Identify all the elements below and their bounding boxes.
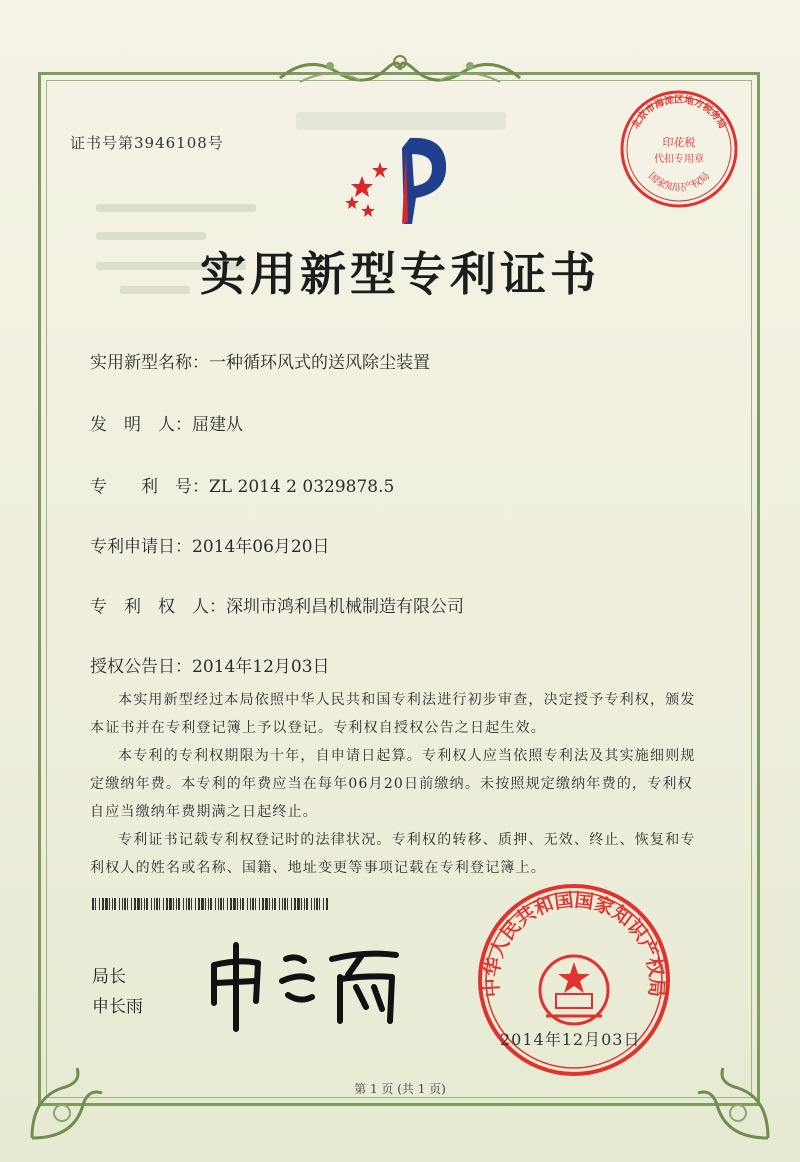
svg-text:中华人民共和国国家知识产权局: 中华人民共和国国家知识产权局 <box>480 889 668 998</box>
field-label: 实用新型名称： <box>90 353 209 373</box>
svg-text:印花税: 印花税 <box>662 136 696 149</box>
tax-stamp-icon <box>618 88 740 210</box>
field-label: 专 利 号： <box>90 477 209 497</box>
body-text <box>90 686 702 882</box>
certificate-number: 证书号第3946108号 <box>70 134 224 152</box>
faint-watermark <box>296 112 506 130</box>
field-value: ZL 2014 2 0329878.5 <box>209 477 395 497</box>
svg-text:北京市海淀区地方税务局: 北京市海淀区地方税务局 <box>630 94 728 131</box>
field-patent-number <box>90 472 394 497</box>
signature-icon <box>200 925 410 1035</box>
director-title: 局长 <box>92 967 126 987</box>
corner-ornament-icon <box>22 1058 112 1148</box>
top-ornament-icon <box>270 48 530 92</box>
page-number: 第 1 页 (共 1 页) <box>354 1082 446 1096</box>
field-patentee <box>90 592 464 617</box>
svg-text:国家知识产权局: 国家知识产权局 <box>645 170 713 194</box>
field-value: 屈建从 <box>192 415 243 435</box>
field-label: 专 利 权 人： <box>90 597 226 617</box>
faint-watermark <box>96 204 256 212</box>
svg-text:代扣专用章: 代扣专用章 <box>654 154 704 165</box>
body-paragraph: 本实用新型经过本局依照中华人民共和国专利法进行初步审查，决定授予专利权，颁发本证书并在专利登记簿上予以登记。专利权自授权公告之日起生效。 <box>90 692 696 736</box>
field-utility-model-name <box>90 348 430 373</box>
body-paragraph: 本专利的专利权期限为十年，自申请日起算。专利权人应当依照专利法及其实施细则规定缴纳年费。本专利的年费应当在每年06月20日前缴纳。未按照规定缴纳年费的，专利权自应当缴纳年费期满之日起终止。 <box>90 748 696 820</box>
patent-office-logo-icon <box>332 132 472 228</box>
barcode-icon <box>92 898 328 910</box>
field-value: 2014年06月20日 <box>192 537 330 557</box>
field-label: 授权公告日： <box>90 657 192 677</box>
field-grant-date <box>90 652 330 677</box>
director-name: 申长雨 <box>92 997 143 1017</box>
corner-ornament-icon <box>688 1058 778 1148</box>
field-value: 2014年12月03日 <box>192 657 330 677</box>
field-label: 发 明 人： <box>90 415 192 435</box>
certificate-title: 实用新型专利证书 <box>200 247 600 301</box>
field-inventor <box>90 410 243 435</box>
body-paragraph: 专利证书记载专利权登记时的法律状况。专利权的转移、质押、无效、终止、恢复和专利权人的姓名或名称、国籍、地址变更等事项记载在专利登记簿上。 <box>90 832 696 876</box>
field-value: 一种循环风式的送风除尘装置 <box>209 353 430 373</box>
field-value: 深圳市鸿利昌机械制造有限公司 <box>226 597 464 617</box>
field-application-date <box>90 532 330 557</box>
seal-date: 2014年12月03日 <box>500 1030 641 1049</box>
field-label: 专利申请日： <box>90 537 192 557</box>
